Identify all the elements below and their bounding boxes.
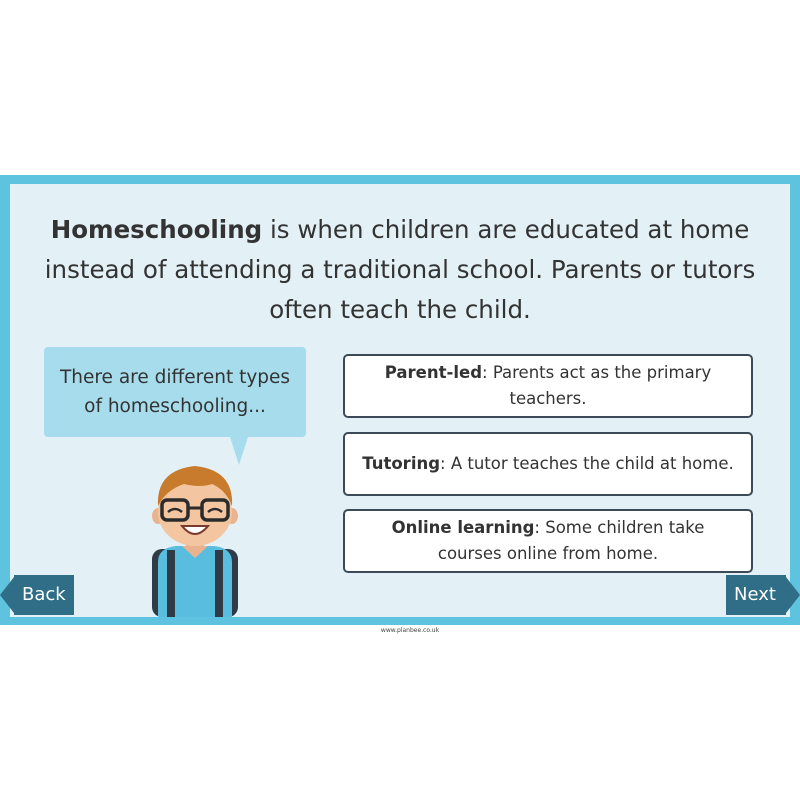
type-card-parent-led	[343, 354, 753, 418]
intro-body: is when children are educated at home instead of attending a traditional school. Parents or tutors often teach the child.	[44, 215, 756, 324]
next-button[interactable]	[725, 575, 800, 615]
boy-character-illustration	[140, 454, 250, 617]
next-label: Next	[734, 584, 776, 605]
speech-bubble	[44, 347, 306, 437]
type-term: Parent-led	[384, 363, 483, 382]
intro-text	[24, 210, 776, 330]
slide	[0, 175, 800, 634]
type-desc: : Some children take courses online from home.	[437, 518, 705, 563]
type-card-online-learning	[343, 509, 753, 573]
footer-url: www.planbee.co.uk	[380, 627, 440, 634]
type-card-tutoring	[343, 432, 753, 496]
back-button[interactable]	[0, 575, 80, 615]
type-term: Online learning	[391, 518, 535, 537]
type-desc: : Parents act as the primary teachers.	[482, 363, 712, 408]
type-term: Tutoring	[362, 454, 441, 473]
type-desc: : A tutor teaches the child at home.	[440, 454, 734, 473]
type-card-text	[362, 451, 733, 477]
type-card-text	[359, 360, 737, 412]
slide-content	[10, 184, 790, 634]
speech-bubble-text: There are different types of homeschooling...	[59, 367, 291, 417]
back-label: Back	[22, 584, 66, 605]
intro-bold-term: Homeschooling	[50, 215, 263, 244]
type-card-text	[359, 515, 737, 567]
